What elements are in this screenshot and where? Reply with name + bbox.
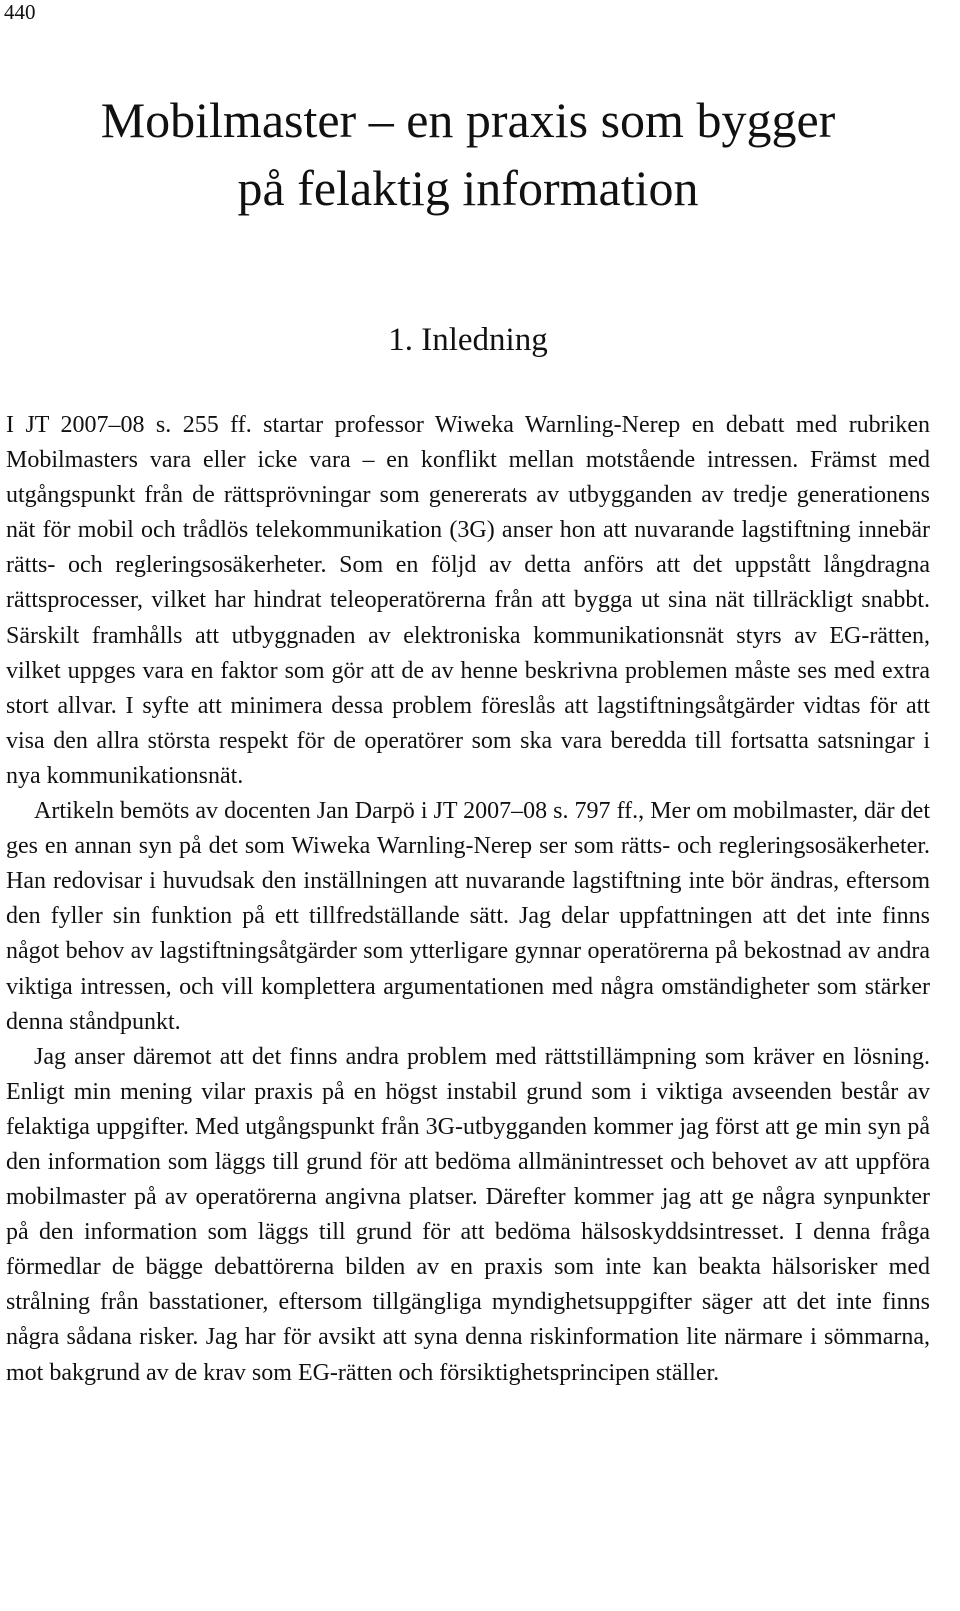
article-title-line-1: Mobilmaster – en praxis som bygger xyxy=(100,92,836,148)
section-heading: 1. Inledning xyxy=(388,322,548,358)
page-number: 440 xyxy=(4,0,36,24)
paragraph-1: I JT 2007–08 s. 255 ff. startar professor Wiweka Warnling-Nerep en debatt med rubriken Mobilmasters vara eller icke vara – en konflikt mellan motstående intressen. Främst med utgångspunkt från de rättsprövningar som genererats av utbygganden av tredje generationens nät för mobil och trådlös telekommunikation (3G) anser hon att nuvarande lagstiftning innebär rätts- och regleringsosäkerheter. Som en följd av detta anförs att det uppstått långdragna rättsprocesser, vilket har hindrat teleoperatörerna från att bygga ut sina nät tillräckligt snabbt. Särskilt framhålls att utbyggnaden av elektroniska kommunikationsnät styrs av EG-rätten, vilket uppges vara en faktor som gör att de av henne beskrivna problemen måste ses med extra stort allvar. I syfte att minimera dessa problem föreslås att lagstiftningsåtgärder vidtas för att visa den allra största respekt för de operatörer som ska vara beredda till fortsatta satsningar i nya kommunikationsnät. xyxy=(6,412,930,789)
article-title-line-2: på felaktig information xyxy=(237,160,699,216)
paragraph-3: Jag anser däremot att det finns andra problem med rättstillämpning som kräver en lösning. Enligt min mening vilar praxis på en högst instabil grund som i viktiga avseenden består av felaktiga uppgifter. Med utgångspunkt från 3G-utbygganden kommer jag först att ge min syn på den information som läggs till grund för att bedöma allmänintresset och behovet av att uppföra mobilmaster på av operatörerna angivna platser. Därefter kommer jag att ge några synpunkter på den information som läggs till grund för att bedöma hälsoskyddsintresset. I denna fråga förmedlar de bägge debattörerna bilden av en praxis som inte kan beakta hälsorisker med strålning från basstationer, eftersom tillgängliga myndighetsuppgifter säger att det inte finns några sådana risker. Jag har för avsikt att syna denna riskinformation lite närmare i sömmarna, mot bakgrund av de krav som EG-rätten och försiktighetsprincipen ställer. xyxy=(6,1043,930,1386)
body-text xyxy=(6,408,930,1391)
article-title xyxy=(0,86,936,222)
paragraph-2: Artikeln bemöts av docenten Jan Darpö i JT 2007–08 s. 797 ff., Mer om mobilmaster, där det ges en annan syn på det som Wiweka Warnling-Nerep ser som rätts- och regleringsosäkerheter. Han redovisar i huvudsak den inställningen att nuvarande lagstiftning inte bör ändras, eftersom den fyller sin funktion på ett tillfredställande sätt. Jag delar uppfattningen att det inte finns något behov av lagstiftningsåtgärder som ytterligare gynnar operatörerna på bekostnad av andra viktiga intressen, och vill komplettera argumentationen med några omständigheter som stärker denna ståndpunkt. xyxy=(6,798,930,1035)
